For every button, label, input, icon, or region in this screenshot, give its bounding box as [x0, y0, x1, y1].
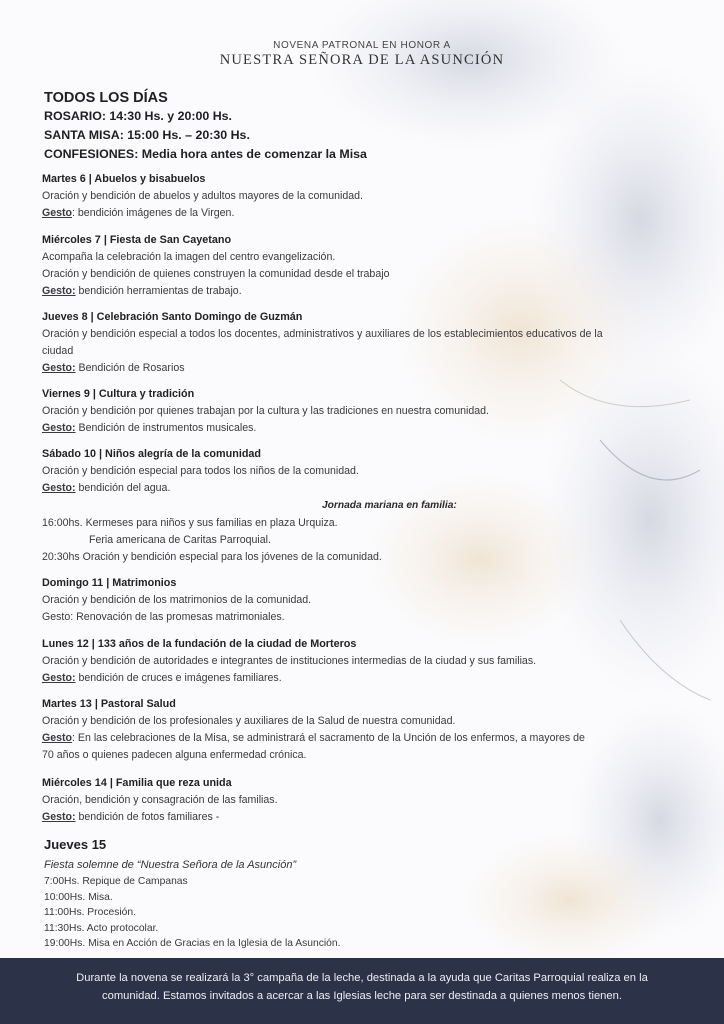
- header-title: NUESTRA SEÑORA DE LA ASUNCIÓN: [219, 52, 505, 68]
- fiesta-subtitle: Fiesta solemne de “Nuestra Señora de la Asunción”: [44, 859, 297, 871]
- gesto-text: bendición herramientas de trabajo.: [75, 285, 242, 297]
- day-description-3: 70 años o quienes padecen alguna enfermedad crónica.: [42, 749, 307, 761]
- day-description: Oración y bendición especial a todos los docentes, administrativos y auxiliares de los establecimientos educativos de la: [42, 328, 603, 340]
- day-description-2: Oración y bendición de quienes construyen la comunidad desde el trabajo: [42, 268, 390, 280]
- daily-misa: SANTA MISA: 15:00 Hs. – 20:30 Hs.: [44, 128, 250, 142]
- day-gesto: Gesto: Renovación de las promesas matrimoniales.: [42, 611, 285, 623]
- gesto-text: Bendición de Rosarios: [75, 362, 185, 374]
- day-gesto: [42, 809, 692, 826]
- schedule-item: 10:00Hs. Misa.: [44, 891, 113, 903]
- day-title: Lunes 12 | 133 años de la fundación de la ciudad de Morteros: [42, 638, 357, 650]
- gesto-text: bendición de cruces e imágenes familiares.: [75, 672, 282, 684]
- gesto-text: bendición de fotos familiares -: [75, 811, 220, 823]
- day-lunes-12: [42, 636, 692, 687]
- gesto-label: Gesto:: [42, 362, 76, 374]
- day-description: Oración y bendición especial para todos los niños de la comunidad.: [42, 465, 359, 477]
- schedule-item: 11:00Hs. Procesión.: [44, 907, 136, 918]
- day-description: Oración y bendición de autoridades e integrantes de instituciones intermedias de la ciudad y sus familias.: [42, 655, 537, 667]
- day-gesto: [42, 480, 692, 497]
- schedule-list: [44, 874, 341, 952]
- day-gesto: [42, 730, 692, 747]
- day-gesto: [42, 670, 692, 687]
- day-gesto: [42, 360, 692, 377]
- day-gesto: [42, 205, 692, 222]
- extra-line: Feria americana de Caritas Parroquial.: [89, 534, 271, 546]
- day-description: Oración y bendición de abuelos y adultos mayores de la comunidad.: [42, 190, 363, 202]
- day-viernes-9: [42, 386, 692, 437]
- day-description: Oración y bendición de los profesionales y auxiliares de la Salud de nuestra comunidad.: [42, 715, 456, 727]
- day-title: Miércoles 14 | Familia que reza unida: [42, 777, 232, 789]
- day-description: Oración y bendición por quienes trabajan por la cultura y las tradiciones en nuestra comunidad.: [42, 405, 489, 417]
- gesto-label: Gesto:: [42, 672, 76, 684]
- gesto-label: Gesto: [42, 732, 73, 744]
- sabado-extra-schedule: [42, 515, 692, 566]
- day-description: Oración, bendición y consagración de las familias.: [42, 794, 278, 806]
- daily-schedule: [44, 89, 367, 164]
- gesto-text: : bendición imágenes de la Virgen.: [72, 207, 235, 219]
- gesto-text: bendición del agua.: [75, 482, 171, 494]
- day-jueves-8: [42, 309, 692, 377]
- daily-heading: TODOS LOS DÍAS: [44, 90, 168, 106]
- day-title: Jueves 15: [44, 837, 107, 852]
- day-sabado-10: [42, 446, 692, 497]
- gesto-text: Bendición de instrumentos musicales.: [75, 422, 257, 434]
- day-title: Martes 13 | Pastoral Salud: [42, 698, 176, 710]
- schedule-item: 11:30Hs. Acto protocolar.: [44, 922, 159, 934]
- gesto-label: Gesto:: [42, 285, 76, 297]
- day-title: Martes 6 | Abuelos y bisabuelos: [42, 173, 206, 185]
- day-martes-13: [42, 696, 692, 764]
- gesto-label: Gesto: [42, 207, 73, 219]
- day-gesto: [42, 283, 692, 300]
- gesto-text: : En las celebraciones de la Misa, se administrará el sacramento de la Unción de los enfermos, a mayores de: [72, 732, 585, 744]
- day-description-2: ciudad: [42, 345, 74, 357]
- day-title: Domingo 11 | Matrimonios: [42, 577, 177, 589]
- jornada-heading: Jornada mariana en familia:: [322, 500, 457, 511]
- day-miercoles-7: [42, 232, 692, 300]
- day-domingo-11: [42, 575, 692, 626]
- day-title: Viernes 9 | Cultura y tradición: [42, 388, 195, 400]
- day-jueves-15: [44, 835, 341, 952]
- extra-line: 20:30hs Oración y bendición especial para los jóvenes de la comunidad.: [42, 551, 382, 563]
- day-miercoles-14: [42, 775, 692, 826]
- page-header: [0, 40, 724, 69]
- footer-line: comunidad. Estamos invitados a acercar a las Iglesias leche para ser destinada a quienes menos tienen.: [102, 990, 622, 1002]
- daily-rosario: ROSARIO: 14:30 Hs. y 20:00 Hs.: [44, 109, 233, 123]
- schedule-item: 7:00Hs. Repique de Campanas: [44, 876, 188, 887]
- day-title: Sábado 10 | Niños alegría de la comunidad: [42, 448, 262, 460]
- footer-line: Durante la novena se realizará la 3° campaña de la leche, destinada a la ayuda que Caritas Parroquial realiza en la: [76, 972, 648, 984]
- header-subtitle: NOVENA PATRONAL EN HONOR A: [273, 40, 451, 51]
- extra-line: 16:00hs. Kermeses para niños y sus familias en plaza Urquiza.: [42, 517, 338, 529]
- gesto-label: Gesto:: [42, 482, 76, 494]
- gesto-label: Gesto:: [42, 811, 76, 823]
- day-title: Miércoles 7 | Fiesta de San Cayetano: [42, 234, 232, 246]
- day-gesto: [42, 420, 692, 437]
- day-title: Jueves 8 | Celebración Santo Domingo de Guzmán: [42, 311, 303, 323]
- schedule-item: 19:00Hs. Misa en Acción de Gracias en la Iglesia de la Asunción.: [44, 938, 341, 949]
- footer-banner: [0, 958, 724, 1024]
- gesto-label: Gesto:: [42, 422, 76, 434]
- day-description: Acompaña la celebración la imagen del centro evangelización.: [42, 251, 336, 263]
- day-description: Oración y bendición de los matrimonios de la comunidad.: [42, 594, 312, 606]
- day-martes-6: [42, 171, 692, 222]
- daily-confesiones: CONFESIONES: Media hora antes de comenzar la Misa: [44, 147, 367, 161]
